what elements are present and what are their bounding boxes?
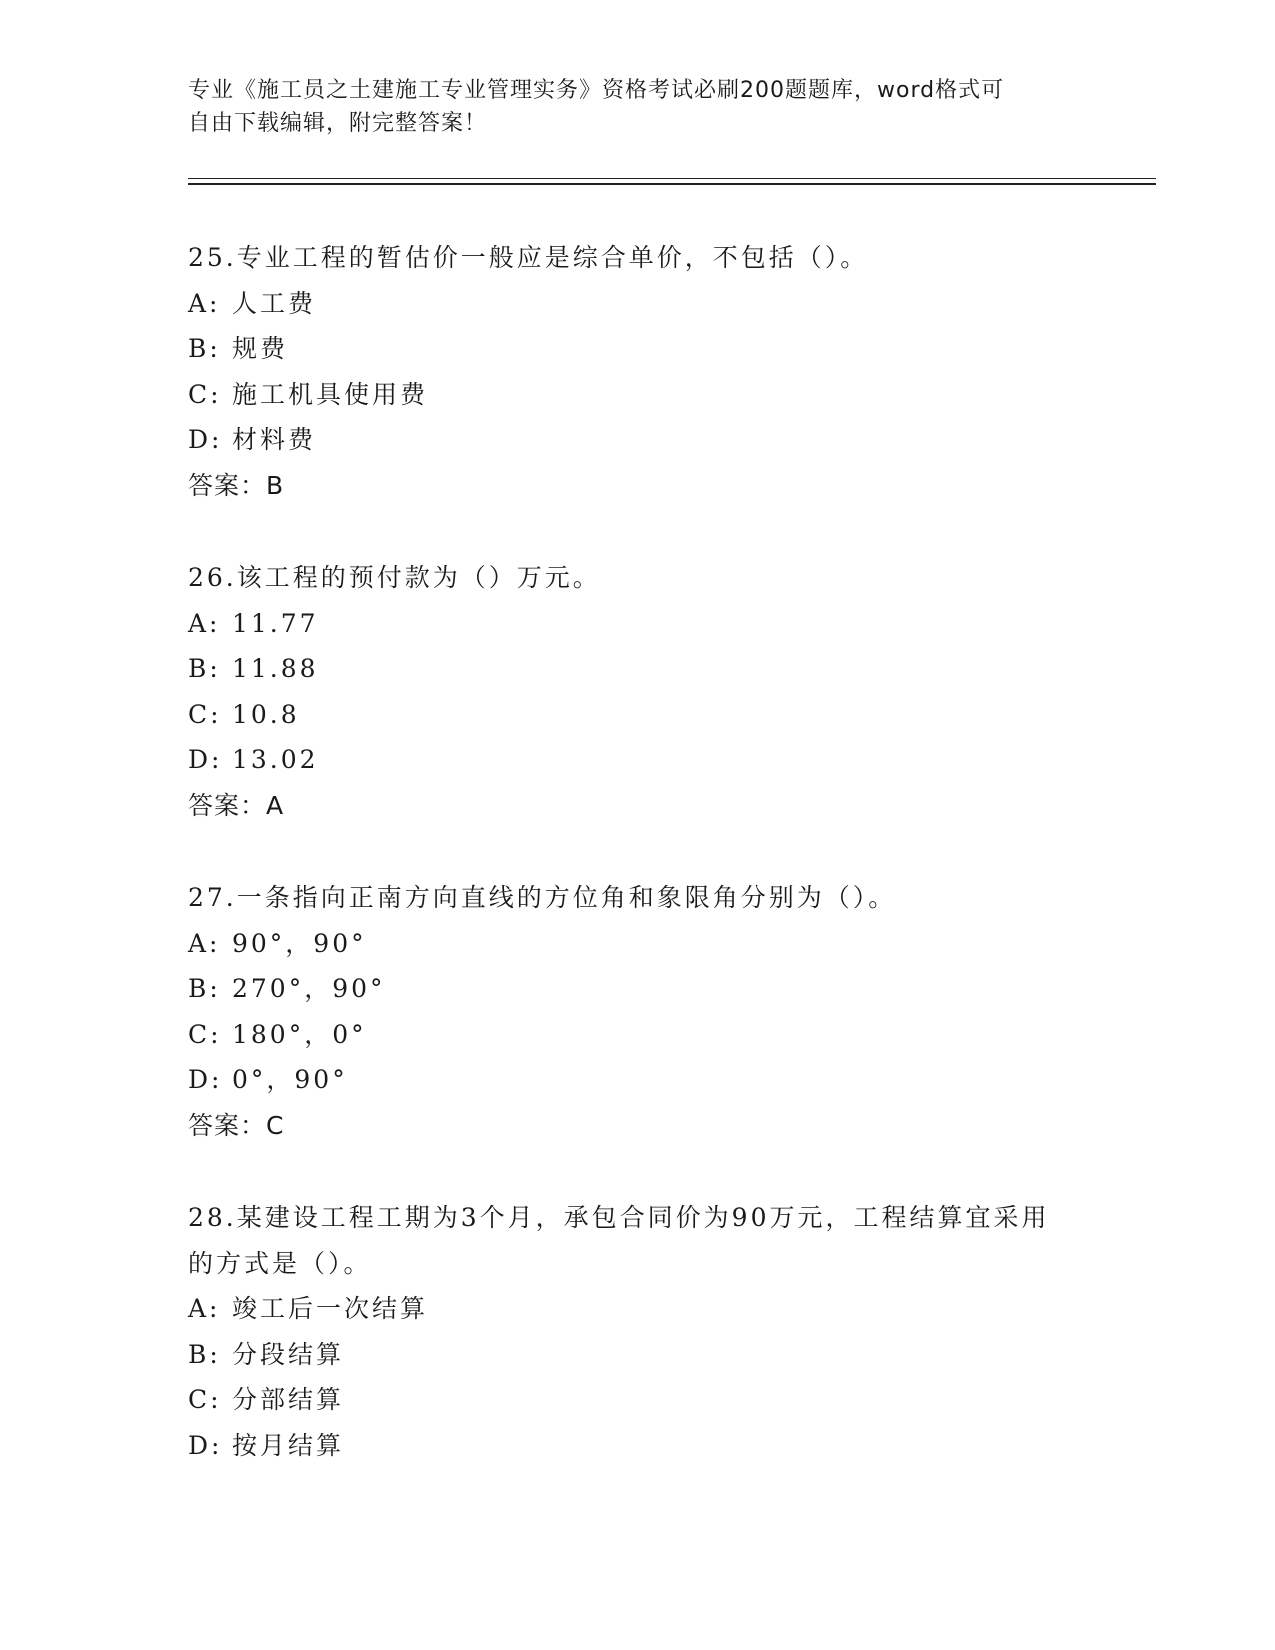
option-d: [188, 417, 1068, 463]
option-b: [188, 1332, 1068, 1378]
option-text: 施工机具使用费: [232, 379, 429, 409]
option-b: [188, 646, 1068, 692]
question-25: [188, 235, 1068, 508]
option-c: [188, 1377, 1068, 1423]
option-text: 0°，90°: [232, 1065, 348, 1094]
option-key: B:: [188, 1339, 221, 1369]
option-key: D:: [188, 425, 223, 454]
answer-line: 答案：A: [188, 790, 285, 820]
answer-line: 答案：C: [188, 1110, 285, 1140]
option-key: C:: [188, 1385, 222, 1414]
option-text: 11.88: [232, 654, 319, 683]
option-a: [188, 601, 1068, 647]
option-key: B:: [188, 334, 221, 363]
option-c: [188, 692, 1068, 738]
answer-line: 答案：B: [188, 470, 285, 500]
option-key: D:: [188, 1065, 223, 1094]
option-key: D:: [188, 745, 223, 774]
question-28: [188, 1195, 1068, 1468]
question-26: [188, 555, 1068, 828]
option-text: 分部结算: [232, 1385, 345, 1414]
option-text: 13.02: [232, 745, 319, 774]
option-text: 270°，90°: [232, 974, 386, 1003]
header-divider-thick: [188, 183, 1156, 185]
option-c: [188, 372, 1068, 418]
option-text: 人工费: [232, 288, 317, 318]
question-27: [188, 875, 1068, 1148]
option-text: 规费: [232, 334, 289, 363]
header-line-2: 自由下载编辑，附完整答案！: [188, 111, 488, 136]
option-a: [188, 921, 1068, 967]
option-a: [188, 1286, 1068, 1332]
option-text: 10.8: [232, 699, 300, 729]
option-key: C:: [188, 379, 222, 409]
document-header: [188, 74, 1068, 140]
question-list: [188, 235, 1068, 1515]
question-stem: 25.专业工程的暂估价一般应是综合单价，不包括（）。: [188, 243, 869, 272]
option-text: 按月结算: [232, 1430, 345, 1460]
option-a: [188, 281, 1068, 327]
option-key: B:: [188, 974, 221, 1003]
header-divider-thin: [188, 178, 1156, 179]
header-line-1: 专业《施工员之土建施工专业管理实务》资格考试必刷200题题库，word格式可: [188, 78, 1005, 103]
option-key: C:: [188, 1019, 222, 1049]
question-stem: 26.该工程的预付款为（）万元。: [188, 563, 601, 592]
option-text: 竣工后一次结算: [232, 1294, 429, 1323]
option-b: [188, 966, 1068, 1012]
option-text: 11.77: [232, 608, 319, 638]
question-stem: 27.一条指向正南方向直线的方位角和象限角分别为（）。: [188, 883, 897, 912]
option-c: [188, 1012, 1068, 1058]
option-key: D:: [188, 1430, 223, 1460]
option-key: C:: [188, 699, 222, 729]
option-text: 180°，0°: [232, 1019, 367, 1049]
option-key: B:: [188, 654, 221, 683]
option-text: 分段结算: [232, 1339, 345, 1369]
question-stem: 28.某建设工程工期为3个月，承包合同价为90万元，工程结算宜采用的方式是（）。: [188, 1203, 1050, 1278]
option-b: [188, 326, 1068, 372]
option-d: [188, 1057, 1068, 1103]
option-d: [188, 1423, 1068, 1469]
option-d: [188, 737, 1068, 783]
option-text: 90°，90°: [232, 928, 367, 958]
option-key: A:: [188, 1294, 221, 1323]
option-key: A:: [188, 928, 221, 958]
option-text: 材料费: [232, 425, 317, 454]
option-key: A:: [188, 608, 221, 638]
option-key: A:: [188, 288, 221, 318]
